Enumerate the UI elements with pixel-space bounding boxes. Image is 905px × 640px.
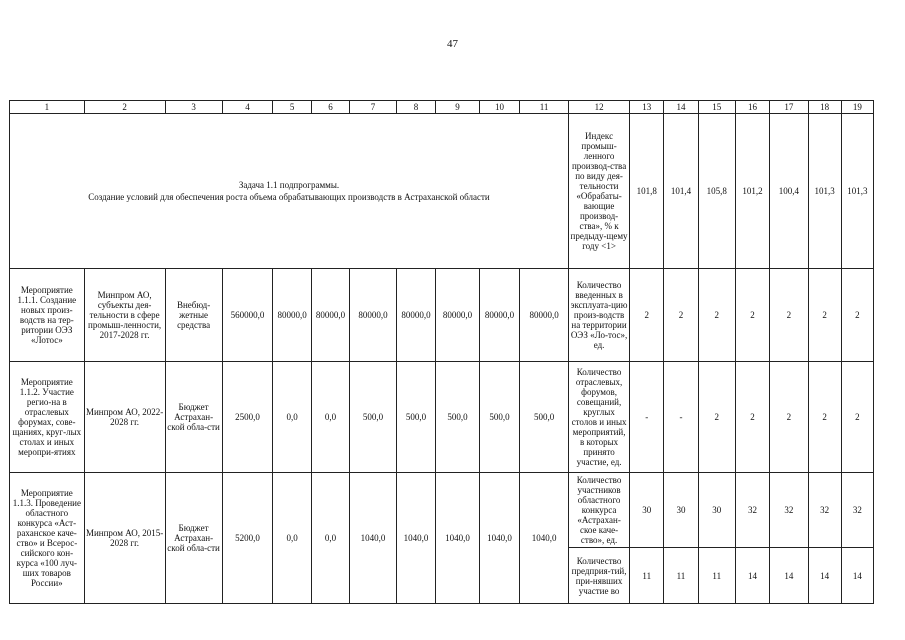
amount-cell: 2500,0	[222, 362, 273, 473]
executor-cell: Минпром АО, субъекты дея-тельности в сфере промыш-ленности, 2017-2028 гг.	[84, 269, 165, 362]
value-cell: 32	[770, 473, 808, 548]
amount-cell: 80000,0	[520, 269, 569, 362]
value-cell: 2	[735, 362, 769, 473]
value-cell: 2	[770, 362, 808, 473]
value-cell: 101,3	[808, 114, 841, 269]
amount-cell: 0,0	[273, 362, 311, 473]
amount-cell: 80000,0	[436, 269, 480, 362]
value-cell: 2	[698, 362, 735, 473]
col-number: 8	[396, 101, 435, 114]
value-cell: -	[664, 362, 698, 473]
col-number: 16	[735, 101, 769, 114]
value-cell: 101,3	[841, 114, 873, 269]
value-cell: 101,2	[735, 114, 769, 269]
executor-cell: Минпром АО, 2015-2028 гг.	[84, 473, 165, 604]
value-cell: 11	[664, 548, 698, 604]
value-cell: 100,4	[770, 114, 808, 269]
value-cell: 2	[630, 269, 664, 362]
col-number: 7	[350, 101, 397, 114]
amount-cell: 500,0	[350, 362, 397, 473]
value-cell: 2	[735, 269, 769, 362]
program-table	[9, 100, 874, 604]
value-cell: 30	[630, 473, 664, 548]
col-number: 2	[84, 101, 165, 114]
value-cell: 32	[841, 473, 873, 548]
task-row	[10, 114, 874, 269]
measure-cell: Мероприятие 1.1.1. Создание новых произ-водств на тер-ритории ОЭЗ «Лотос»	[10, 269, 85, 362]
task-title-line1: Задача 1.1 подпрограммы.	[238, 180, 340, 190]
indicator-cell: Количество предприя-тий, при-нявших участие во	[568, 548, 629, 604]
col-number: 12	[568, 101, 629, 114]
col-number: 1	[10, 101, 85, 114]
amount-cell: 80000,0	[479, 269, 519, 362]
value-cell: 14	[735, 548, 769, 604]
amount-cell: 500,0	[520, 362, 569, 473]
value-cell: 14	[770, 548, 808, 604]
amount-cell: 5200,0	[222, 473, 273, 604]
value-cell: 30	[664, 473, 698, 548]
value-cell: 14	[841, 548, 873, 604]
value-cell: 105,8	[698, 114, 735, 269]
page-number: 47	[447, 38, 458, 50]
measure-cell: Мероприятие 1.1.3. Проведение областного конкурса «Аст-раханское каче-ство» и Всерос-сийского кон-курса «100 луч-ших товаров России»	[10, 473, 85, 604]
amount-cell: 500,0	[436, 362, 480, 473]
amount-cell: 500,0	[396, 362, 435, 473]
value-cell: 32	[808, 473, 841, 548]
col-number: 13	[630, 101, 664, 114]
value-cell: -	[630, 362, 664, 473]
col-number: 18	[808, 101, 841, 114]
value-cell: 2	[841, 269, 873, 362]
value-cell: 14	[808, 548, 841, 604]
value-cell: 101,8	[630, 114, 664, 269]
table-row	[10, 473, 874, 548]
amount-cell: 1040,0	[396, 473, 435, 604]
executor-cell: Минпром АО, 2022-2028 гг.	[84, 362, 165, 473]
amount-cell: 0,0	[311, 473, 349, 604]
amount-cell: 80000,0	[350, 269, 397, 362]
amount-cell: 80000,0	[273, 269, 311, 362]
amount-cell: 1040,0	[350, 473, 397, 604]
amount-cell: 0,0	[273, 473, 311, 604]
value-cell: 30	[698, 473, 735, 548]
value-cell: 2	[808, 269, 841, 362]
col-number: 9	[436, 101, 480, 114]
value-cell: 11	[698, 548, 735, 604]
task-title-line2: Создание условий для обеспечения роста объема обрабатывающих производств в Астраханской области	[88, 192, 490, 202]
amount-cell: 500,0	[479, 362, 519, 473]
value-cell: 2	[808, 362, 841, 473]
column-number-row	[10, 101, 874, 114]
source-cell: Бюджет Астрахан-ской обла-сти	[165, 473, 222, 604]
col-number: 4	[222, 101, 273, 114]
amount-cell: 1040,0	[479, 473, 519, 604]
col-number: 15	[698, 101, 735, 114]
source-cell: Бюджет Астрахан-ской обла-сти	[165, 362, 222, 473]
value-cell: 2	[698, 269, 735, 362]
amount-cell: 80000,0	[311, 269, 349, 362]
col-number: 6	[311, 101, 349, 114]
indicator-cell: Индекс промыш-ленного производ-ства по виду дея-тельности «Обрабаты-вающие производ-ства», % к предыду-щему году <1>	[568, 114, 629, 269]
col-number: 10	[479, 101, 519, 114]
col-number: 14	[664, 101, 698, 114]
col-number: 11	[520, 101, 569, 114]
value-cell: 2	[841, 362, 873, 473]
amount-cell: 80000,0	[396, 269, 435, 362]
value-cell: 101,4	[664, 114, 698, 269]
measure-cell: Мероприятие 1.1.2. Участие регио-на в отраслевых форумах, сове-щаниях, круг-лых столах и иных меропри-ятиях	[10, 362, 85, 473]
col-number: 19	[841, 101, 873, 114]
amount-cell: 560000,0	[222, 269, 273, 362]
table-row	[10, 362, 874, 473]
amount-cell: 1040,0	[436, 473, 480, 604]
table-row	[10, 269, 874, 362]
source-cell: Внебюд-жетные средства	[165, 269, 222, 362]
amount-cell: 0,0	[311, 362, 349, 473]
indicator-cell: Количество участников областного конкурса «Астрахан-ское каче-ство», ед.	[568, 473, 629, 548]
value-cell: 2	[664, 269, 698, 362]
col-number: 3	[165, 101, 222, 114]
col-number: 5	[273, 101, 311, 114]
task-title	[10, 114, 569, 269]
indicator-cell: Количество введенных в эксплуата-цию произ-водств на территории ОЭЗ «Ло-тос», ед.	[568, 269, 629, 362]
amount-cell: 1040,0	[520, 473, 569, 604]
value-cell: 2	[770, 269, 808, 362]
indicator-cell: Количество отраслевых, форумов, совещаний, круглых столов и иных мероприятий, в которых принято участие, ед.	[568, 362, 629, 473]
value-cell: 32	[735, 473, 769, 548]
col-number: 17	[770, 101, 808, 114]
value-cell: 11	[630, 548, 664, 604]
